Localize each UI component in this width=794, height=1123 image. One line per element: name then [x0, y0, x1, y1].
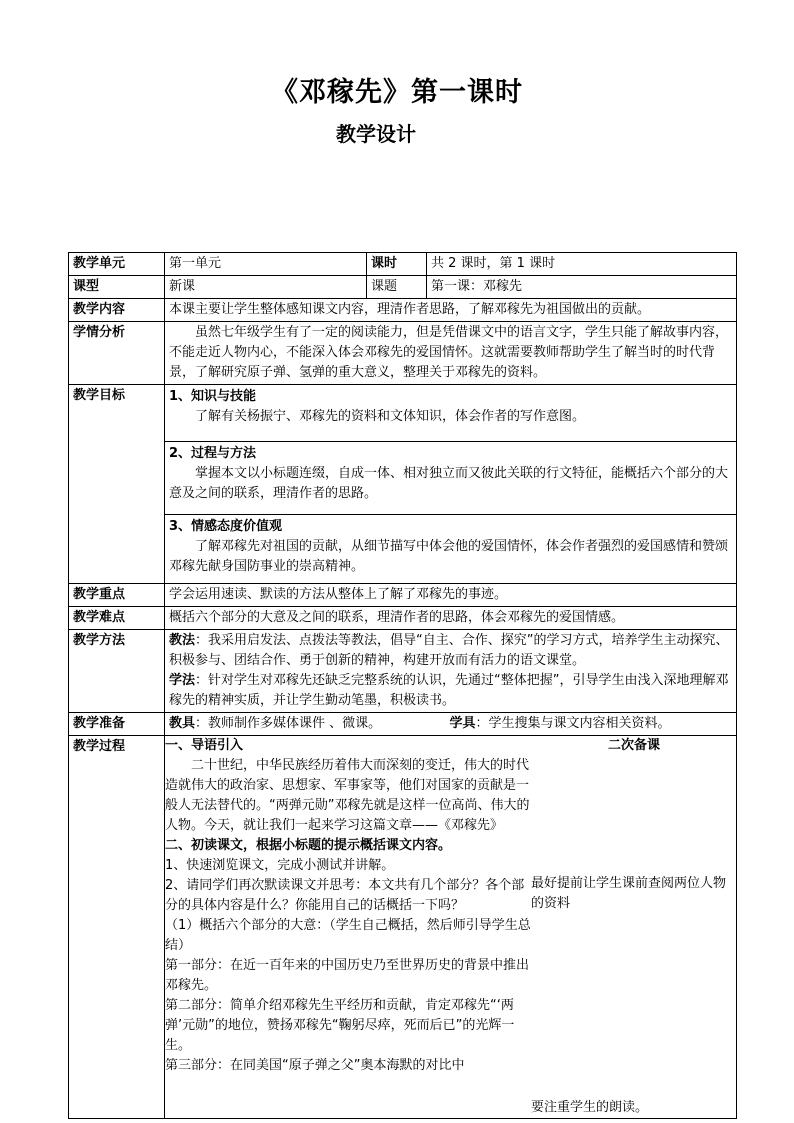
teach-method-head: 教法	[169, 633, 196, 648]
process-inner-table	[165, 736, 737, 1118]
goal-knowledge	[165, 385, 737, 442]
row-key	[69, 584, 737, 607]
row-content	[69, 299, 737, 322]
teach-method-text: ：我采用启发法、点拨法等教法，倡导“自主、合作、探究”的学习方式，培养学生主动探究、积极参与、团结合作、勇于创新的精神，构建开放而有活力的语文课堂。	[169, 633, 729, 668]
prep-tool-head: 教具	[169, 716, 196, 731]
part-3-summary: 第三部分：在同美国“原子弹之父”奥本海默的对比中	[165, 1058, 465, 1073]
unit-value: 第一单元	[165, 253, 367, 276]
step1-head: 一、导语引入	[165, 738, 244, 753]
difficulty-text: 概括六个部分的大意及之间的联系，理清作者的思路，体会邓稼先的爱国情感。	[165, 607, 737, 630]
row-method	[69, 630, 737, 713]
prep-study-text: ：学生搜集与课文内容相关资料。	[475, 716, 671, 731]
document-title: 《邓稼先》第一课时	[271, 77, 523, 108]
lesson-plan-table	[68, 252, 737, 1119]
goal-1-text: 了解有关杨振宁、邓稼先的资料和文体知识，体会作者的写作意图。	[195, 409, 586, 424]
row-goal-3	[69, 515, 737, 584]
goal-1-head: 1、知识与技能	[169, 389, 257, 404]
learn-method-text: ：针对学生对邓稼先还缺乏完整系统的认识，先通过“整体把握”，引导学生由浅入深地理解邓稼先的精神实质，并让学生勤动笔墨，积极读书。	[169, 673, 729, 708]
difficulty-label: 教学难点	[69, 607, 165, 630]
row-goal-1	[69, 385, 737, 442]
content-text: 本课主要让学生整体感知课文内容，理清作者思路，了解邓稼先为祖国做出的贡献。	[165, 299, 737, 322]
goal-2-head: 2、过程与方法	[169, 446, 257, 461]
process-cell	[165, 736, 737, 1119]
type-value: 新课	[165, 276, 367, 299]
goal-3-head: 3、情感态度价值观	[169, 519, 283, 534]
step2-item-1: 1、快速浏览课文，完成小测试并讲解。	[165, 858, 395, 873]
process-second-prep	[531, 736, 737, 1118]
teach-method	[169, 631, 732, 671]
row-prep	[69, 713, 737, 736]
second-prep-note-1: 最好提前让学生课前查阅两位人物的资料	[531, 876, 727, 911]
prep-study-head: 学具	[449, 716, 476, 731]
method-text	[165, 630, 737, 713]
learn-method	[169, 671, 732, 711]
goal-emotion	[165, 515, 737, 584]
second-prep-header: 二次备课	[607, 738, 660, 753]
row-type	[69, 276, 737, 299]
goal-3-text: 了解邓稼先对祖国的贡献，从细节描写中体会他的爱国情怀，体会作者强烈的爱国感情和赞颂邓稼先献身国防事业的崇高精神。	[169, 539, 729, 574]
prep-tool-text: ：教师制作多媒体课件 、微课。	[195, 716, 382, 731]
process-main	[165, 736, 531, 1118]
row-goal-2	[69, 442, 737, 515]
goal-process	[165, 442, 737, 515]
learn-method-head: 学法	[169, 673, 196, 688]
key-text: 学会运用速读、默读的方法从整体上了解了邓稼先的事迹。	[165, 584, 737, 607]
analysis-label: 学情分析	[69, 322, 165, 385]
process-label: 教学过程	[69, 736, 165, 1119]
hours-label: 课时	[367, 253, 427, 276]
second-prep-note-2: 要注重学生的朗读。	[531, 1100, 649, 1115]
analysis-text: 虽然七年级学生有了一定的阅读能力，但是凭借课文中的语言文字，学生只能了解故事内容，不能走近人物内心，不能深入体会邓稼先的爱国情怀。这就需要教师帮助学生了解当时的时代背景，了解研究原子弹、氢弹的重大意义，整理关于邓稼先的资料。	[165, 322, 737, 385]
topic-value: 第一课：邓稼先	[427, 276, 737, 299]
part-1-summary: 第一部分：在近一百年来的中国历史乃至世界历史的背景中推出邓稼先。	[165, 958, 530, 993]
document-subtitle: 教学设计	[336, 122, 416, 146]
type-label: 课型	[69, 276, 165, 299]
prep-text	[165, 713, 737, 736]
step2-item-3: （1）概括六个部分的大意：（学生自己概括，然后师引导学生总结）	[165, 918, 531, 953]
part-2-summary: 第二部分：简单介绍邓稼先生平经历和贡献，肯定邓稼先“‘两弹’元勋”的地位，赞扬邓稼先“鞠躬尽瘁，死而后已”的光辉一生。	[165, 998, 515, 1053]
hours-value: 共 2 课时，第 1 课时	[427, 253, 737, 276]
step2-item-2: 2、请同学们再次默读课文并思考：本文共有几个部分？各个部分的具体内容是什么？你能用自己的话概括一下吗？	[165, 878, 525, 913]
goal-2-text: 掌握本文以小标题连缀，自成一体、相对独立而又彼此关联的行文特征，能概括六个部分的大意及之间的联系，理清作者的思路。	[169, 466, 729, 501]
row-difficulty	[69, 607, 737, 630]
topic-label: 课题	[367, 276, 427, 299]
row-process	[69, 736, 737, 1119]
content-label: 教学内容	[69, 299, 165, 322]
prep-label: 教学准备	[69, 713, 165, 736]
unit-label: 教学单元	[69, 253, 165, 276]
step1-text: 二十世纪，中华民族经历着伟大而深刻的变迁，伟大的时代造就伟大的政治家、思想家、军事家等，他们对国家的贡献是一般人无法替代的。“两弹元勋”邓稼先就是这样一位高尚、伟大的人物。今天，就让我们一起来学习这篇文章——《邓稼先》	[165, 758, 530, 833]
row-analysis	[69, 322, 737, 385]
key-label: 教学重点	[69, 584, 165, 607]
method-label: 教学方法	[69, 630, 165, 713]
goals-label: 教学目标	[69, 385, 165, 584]
row-unit	[69, 253, 737, 276]
step2-head: 二、初读课文，根据小标题的提示概括课文内容。	[165, 838, 452, 853]
